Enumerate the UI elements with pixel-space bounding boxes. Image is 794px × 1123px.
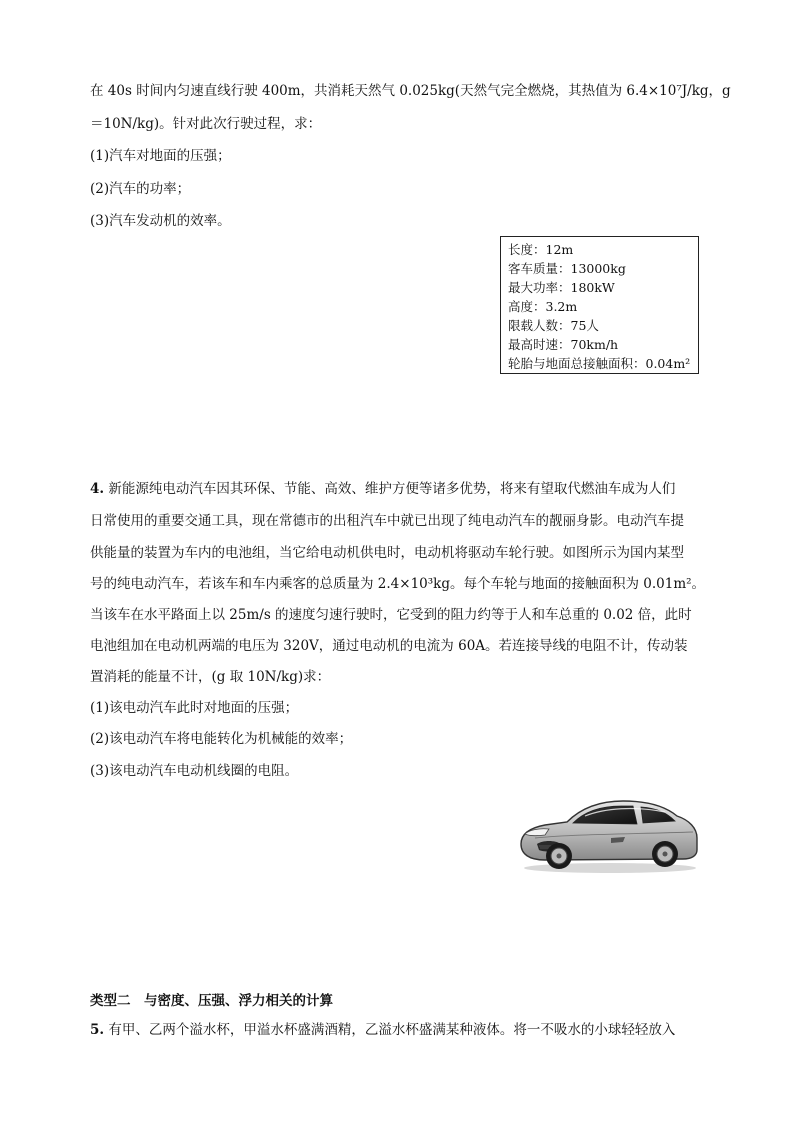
q4-text-line: 置消耗的能量不计，(g 取 10N/kg)求： bbox=[90, 669, 331, 685]
section-heading: 类型二 与密度、压强、浮力相关的计算 bbox=[90, 993, 333, 1009]
q4-subquestion-2: (2)该电动汽车将电能转化为机械能的效率； bbox=[90, 731, 353, 747]
q4-text-line: 日常使用的重要交通工具，现在常德市的出租汽车中就已出现了纯电动汽车的靓丽身影。电动汽车提 bbox=[90, 513, 684, 529]
spec-contact-area: 轮胎与地面总接触面积：0.04m² bbox=[508, 356, 691, 371]
q4-subquestion-3: (3)该电动汽车电动机线圈的电阻。 bbox=[90, 763, 299, 779]
spec-mass: 客车质量：13000kg bbox=[508, 261, 626, 276]
spec-max-speed: 最高时速：70km/h bbox=[508, 337, 619, 352]
q4-text: 新能源纯电动汽车因其环保、节能、高效、维护方便等诸多优势，将来有望取代燃油车成为人们 bbox=[108, 481, 676, 497]
q3-subquestion-3: (3)汽车发动机的效率。 bbox=[90, 213, 231, 229]
electric-car-illustration bbox=[515, 792, 700, 874]
q5-text: 有甲、乙两个溢水杯，甲溢水杯盛满酒精，乙溢水杯盛满某种液体。将一不吸水的小球轻轻放入 bbox=[108, 1022, 676, 1038]
q4-subquestion-1: (1)该电动汽车此时对地面的压强； bbox=[90, 700, 299, 716]
spec-height: 高度：3.2m bbox=[508, 299, 578, 314]
q3-subquestion-1: (1)汽车对地面的压强； bbox=[90, 148, 231, 164]
bus-spec-table bbox=[500, 236, 699, 374]
spec-max-power: 最大功率：180kW bbox=[508, 280, 615, 295]
spec-length: 长度：12m bbox=[508, 242, 574, 257]
q4-text-line: 号的纯电动汽车，若该车和车内乘客的总质量为 2.4×10³kg。每个车轮与地面的接触面积为 0.01m²。 bbox=[90, 576, 706, 592]
q4-text-line: 电池组加在电动机两端的电压为 320V，通过电动机的电流为 60A。若连接导线的电阻不计，传动装 bbox=[90, 638, 688, 654]
question-number: 5. bbox=[90, 1022, 105, 1038]
question-number: 4. bbox=[90, 481, 105, 497]
spec-capacity: 限载人数：75人 bbox=[508, 318, 599, 333]
q4-text-line: 供能量的装置为车内的电池组，当它给电动机供电时，电动机将驱动车轮行驶。如图所示为国内某型 bbox=[90, 545, 684, 561]
q4-text-line: 当该车在水平路面上以 25m/s 的速度匀速行驶时，它受到的阻力约等于人和车总重的 0.02 倍，此时 bbox=[90, 607, 692, 623]
q5-text-line bbox=[90, 1021, 675, 1039]
q3-text-line: ＝10N/kg)。针对此次行驶过程，求： bbox=[90, 116, 322, 132]
q4-text-line bbox=[90, 480, 675, 498]
q3-subquestion-2: (2)汽车的功率； bbox=[90, 181, 191, 197]
q3-text-line: 在 40s 时间内匀速直线行驶 400m，共消耗天然气 0.025kg(天然气完全燃烧，其热值为 6.4×10⁷J/kg，g bbox=[90, 83, 731, 99]
